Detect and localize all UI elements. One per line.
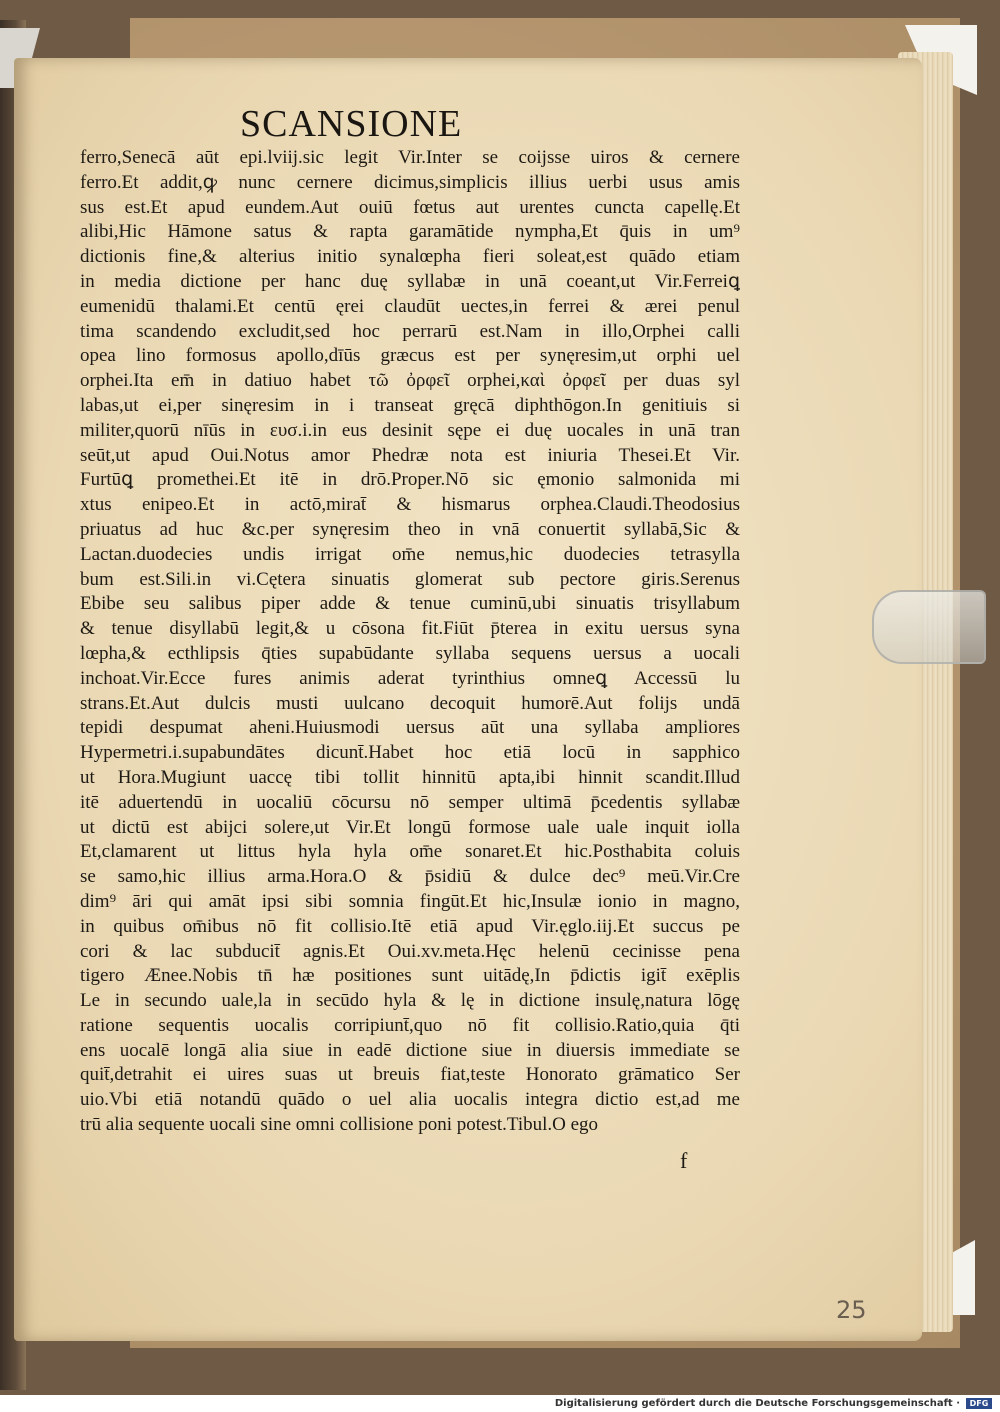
- text-line: Ebibe seu salibus piper adde & tenue cuminū,ubi sinuatis trisyllabum: [80, 593, 740, 615]
- text-line: militer,quorū nīūs in ευσ.i.in eus desinit sępe ei duę uocales in unā tran: [80, 419, 740, 441]
- text-line: ens uocalē longā alia siue in eadē dictione siue in diuersis immediate se: [80, 1039, 740, 1061]
- text-line: cori & lac subducit̄ agnis.Et Oui.xv.meta.Hęc helenū cecinisse pena: [80, 940, 740, 962]
- text-line: alibi,Hic Hāmone satus & rapta garamātide nympha,Et q̄uis in um⁹: [80, 221, 740, 243]
- text-line: in media dictione per hanc duę syllabæ in unā coeant,ut Vir.Ferreiꝗ: [80, 270, 740, 292]
- text-line: ut Hora.Mugiunt uaccę tibi tollit hinnitū apta,ibi hinnit scandit.Illud: [80, 766, 740, 788]
- text-line: Lactan.duodecies undis irrigat om̄e nemus,hic duodecies tetrasylla: [80, 543, 740, 565]
- text-line: inchoat.Vir.Ecce fures animis aderat tyrinthius omneꝗ Accessū lu: [80, 667, 740, 689]
- text-line: orphei.Ita em̄ in datiuo habet τῶ ὀρφεῖ orphei,καὶ ὀρφεῖ per duas syl: [80, 370, 740, 392]
- text-line: tepidi despumat aheni.Huiusmodi uersus aūt una syllaba ampliores: [80, 717, 740, 739]
- text-line: xtus enipeo.Et in actō,mirat̄ & hismarus orphea.Claudi.Theodosius: [80, 494, 740, 516]
- text-line: eumenidū thalami.Et centū ęrei claudūt uectes,in ferrei & ærei penul: [80, 295, 740, 317]
- text-line: labas,ut ei,per sinęresim in i transeat gręcā diphthōgon.In genitiuis si: [80, 394, 740, 416]
- text-line: Et,clamarent ut littus hyla hyla om̄e sonaret.Et hic.Posthabita coluis: [80, 841, 740, 863]
- page-heading: SCANSIONE: [240, 103, 463, 145]
- text-line: ratione sequentis uocalis corripiunt̄,quo nō fit collisio.Ratio,quia q̄ti: [80, 1014, 740, 1036]
- footer-credit: Digitalisierung gefördert durch die Deutsche Forschungsgemeinschaft ·: [554, 1398, 960, 1409]
- text-line: bum est.Sili.in vi.Cętera sinuatis glomerat sub pectore giris.Serenus: [80, 568, 740, 590]
- text-line: ferro.Et addit,ꝙ nunc cernere dicimus,simplicis illius uerbi usus amis: [80, 171, 740, 193]
- text-line: ferro,Senecā aūt epi.lviij.sic legit Vir.Inter se coijsse uiros & cernere: [80, 147, 740, 168]
- text-line: ut dictū est abijci solere,ut Vir.Et longū formose uale uale inquit iolla: [80, 816, 740, 838]
- dfg-logo: DFG: [966, 1398, 992, 1409]
- text-block: [80, 146, 740, 1138]
- text-line: uio.Vbi etiā notandū quādo o uel alia uocalis integra dictio est,ad me: [80, 1089, 740, 1111]
- text-line: sus est.Et apud eundem.Aut ouiū fœtus aut urentes cuncta capellę.Et: [80, 196, 740, 218]
- text-line: Hypermetri.i.supabundātes dicunt̄.Habet hoc etiā locū in sapphico: [80, 742, 740, 764]
- text-line: itē aduertendū in uocaliū cōcursu nō semper ultimā p̄cedentis syllabæ: [80, 791, 740, 813]
- text-line: quit̄,detrahit ei uires suas ut breuis fiat,teste Honorato grāmatico Ser: [80, 1064, 740, 1086]
- text-line: Le in secundo uale,la in secūdo hyla & lę in dictione insulę,natura lōgę: [80, 990, 740, 1012]
- text-line: strans.Et.Aut dulcis musti uulcano decoquit humorē.Aut folijs undā: [80, 692, 740, 714]
- text-line: trū alia sequente uocali sine omni collisione poni potest.Tibul.O ego: [80, 1114, 599, 1136]
- text-line: Furtūꝗ promethei.Et itē in drō.Proper.Nō sic ęmonio salmonida mi: [80, 469, 740, 491]
- text-line: in quibus om̄ibus nō fit collisio.Itē etiā apud Vir.ęglo.iij.Et succus pe: [80, 915, 740, 937]
- text-line: seūt,ut apud Oui.Notus amor Phedræ nota est iniuria Thesei.Et Vir.: [80, 444, 740, 466]
- text-line: lœpha,& ecthlipsis q̄ties supabūdante syllaba sequens uersus a uocali: [80, 642, 740, 664]
- text-line: tigero Ænee.Nobis tn̄ hæ positiones sunt uitādę,In p̄dictis igit̄ exēplis: [80, 965, 740, 987]
- text-line: priuatus ad huc &c.per synęresim theo in vnā conuertit syllabā,Sic &: [80, 518, 740, 540]
- text-line: opea lino formosus apollo,dīūs græcus est per synęresim,ut orphi uel: [80, 345, 740, 367]
- text-line: se samo,hic illius arma.Hora.O & p̄sidiū & dulce dec⁹ meū.Vir.Cre: [80, 866, 740, 888]
- page-clip: [872, 590, 986, 664]
- text-line: & tenue disyllabū legit,& u cōsona fit.Fiūt p̄terea in exitu uersus syna: [80, 618, 740, 640]
- text-line: dim⁹ āri qui amāt ipsi sibi somnia fingūt.Et hic,Insulæ ionio in magno,: [80, 890, 740, 912]
- text-line: dictionis fine,& alterius initio synalœpha fieri soleat,est quādo etiam: [80, 246, 740, 268]
- footer-bar: [0, 1395, 1000, 1412]
- folio-number: 25: [836, 1296, 867, 1324]
- signature-mark: f: [680, 1148, 688, 1173]
- text-line: tima scandendo excludit,sed hoc perrarū est.Nam in illo,Orphei calli: [80, 320, 740, 342]
